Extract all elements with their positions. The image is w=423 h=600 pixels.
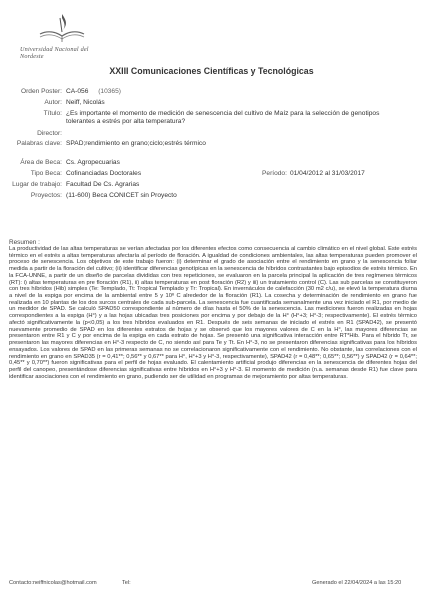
label-area-beca: Área de Beca: [20,159,62,166]
value-palabras-clave: SPAD;rendimiento en grano;ciclo;estrés térmico [66,140,206,147]
footer-generated: Generado el 22/04/2024 a las 15:20 [312,580,402,586]
resumen-text: La productividad de las altas temperaturas se verían afectadas por los diferentes efectos como consecuencia al cambio climático en el nivel global. Este estrés térmico en el estrés a altas temperaturas afectaría al período de floración. A igualdad de condiciones ambientales, las altas temperaturas pueden promover el proceso de senescencia. Los objetivos de este trabajo fueron: (i) determinar el grado de asociación entre el rendimiento en grano y la senescencia foliar medida a partir de la floración del cultivo; (ii) identificar diferencias genotípicas en la senescencia de híbridos contrastantes bajo episodios de estrés térmico. En la FCA-UNNE, a partir de un diseño de parcelas divididas con tres repeticiones, se evaluaron en la parcela principal la aplicación de tres regímenes térmicos (RT): i) altas temperaturas en pre floración (R1), ii) altas temperaturas en post floración (R2) y iii) un tratamiento control (C). Las sub parcelas se constituyeron con tres híbridos (Hib) simples (Te: Templado, Tt: Tropical Templado y Tr: Tropical). En invernáculos de calefacción (30 m2 c/u), se elevó la temperatura diurna a nivel de la espiga por encima de la ambiental entre 5 y 10º C alrededor de la floración (R1). La cosecha y determinación de rendimiento en grano fue realizada en 10 plantas de los dos surcos centrales de cada sub-parcela. La senescencia fue cuantificada semanalmente una vez iniciado el R1, por medio de un medidor de SPAD. Se calculó SPAD50 correspondiente al número de días hasta el 50% de la senescencia. Las mediciones fueron realizadas en hojas correspondientes a la espiga (H°) y a las hojas ubicadas tres posiciones por encima y por debajo de la H° (H°+3; H°-3; respectivamente). El estrés térmico afectó significativamente la (p<0,05) a los tres híbridos evaluados en R1. Después de seis semanas de iniciado el estrés en R1 (SPAD42), se presentó nuevamente promedio de SPAD en los diferentes estratos de hojas y se observó que los mayores valores de C en la H°, las mayores diferencias se presentaron entre R1 y C y por encima de la espiga en cada estrato de hojas. Se presentó una significativa interacción entre RT*Hib. Para el híbrido Tr, se presentaron las mayores diferencias en H°-3 respecto de C, no siendo así para Te y Tt. En H°-3, no se presentaron diferencias significativas para los híbridos ensayados. Los valores de SPAD en las primeras semanas no se correlacionaron significativamente con el rendimiento. No obstante, las correlaciones con el rendimiento en grano en SPAD35 (r = 0,41**; 0,56** y 0,67** para H°, H°+3 y H°-3, respectivamente), SPAD42 (r = 0,48**; 0,65**; 0,56**) y SPAD42 (r = 0,64**; 0,45** y 0,70**) fueron significativas para el perfil de hojas evaluado. El calentamiento artificial produjo diferencias en la senescencia de diferentes hojas del perfil del canopeo, presentándose diferencias significativas entre híbridos en H°+3 y H°-3. El momento de medición (n.a. semanas desde R1) fue clave para identificar asociaciones con el rendimiento en grano, pudiendo ser de utilidad en programas de mejoramiento por altas temperaturas. [9,246,417,380]
value-tipo-beca: Cofinanciadas Doctorales [66,170,142,177]
label-titulo: Título: [43,110,62,117]
value-area-beca: Cs. Agropecuarias [66,159,120,166]
footer-tel: Tel: [122,580,131,586]
footer-contact: Contacto:neiffnicolas@hotmail.com [9,580,97,586]
label-autor: Autor: [44,99,62,106]
value-periodo: 01/04/2012 al 31/03/2017 [290,170,365,177]
orden-poster-id: (10365) [98,88,121,95]
resumen-title: Resumen : [9,239,40,246]
value-titulo: ¿Es importante el momento de medición de senescencia del cultivo de Maíz para la selección de genotipos tolerantes a estrés por alta temperatura? [66,110,380,125]
value-proyectos: (11-600) Beca CONICET sin Proyecto [66,192,177,199]
label-periodo: Período: [262,170,287,177]
value-orden-poster [66,88,121,96]
event-title: XXIII Comunicaciones Científicas y Tecnológicas [109,66,314,76]
label-tipo-beca: Tipo Beca: [30,170,62,177]
label-palabras-clave: Palabras clave: [16,140,62,147]
university-name: Universidad Nacional del Nordeste [20,46,89,60]
label-orden-poster: Orden Poster: [20,88,62,95]
label-lugar-trabajo: Lugar de trabajo: [12,181,62,188]
label-proyectos: Proyectos: [30,192,62,199]
orden-poster-code: CA-056 [66,88,89,95]
label-director: Director: [37,130,62,137]
value-lugar-trabajo: Facultad De Cs. Agrarias [66,181,140,188]
value-autor: Neiff, Nicolás [66,99,105,106]
